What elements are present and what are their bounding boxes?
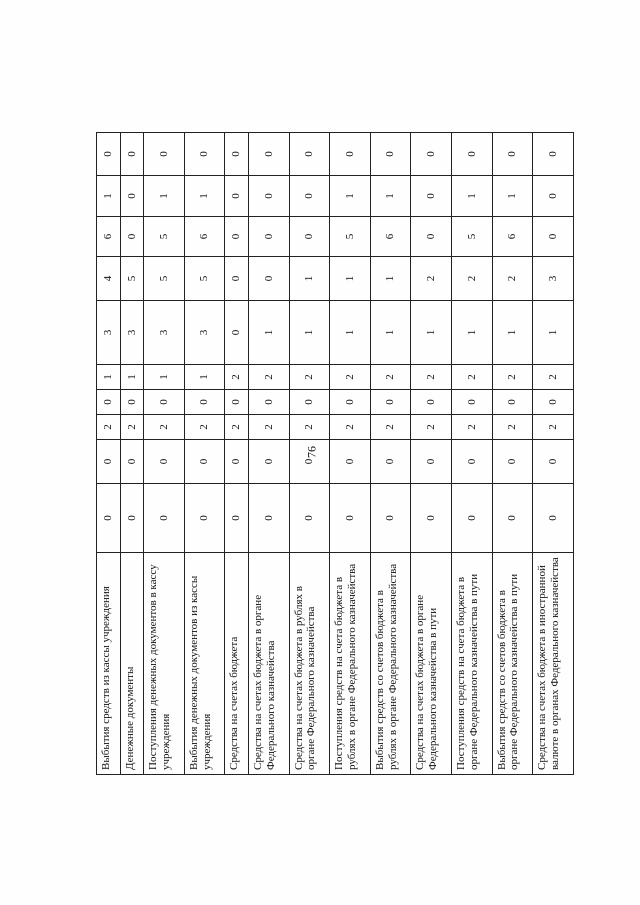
code-digit-cell: 5 [184,257,225,301]
account-name-cell: Выбытия средств со счетов бюджета в рублях в органе Федерального казначейства [370,553,411,775]
code-digit-cell: 2 [289,365,330,390]
code-digit-cell: 5 [120,257,144,301]
code-digit-cell: 0 [120,176,144,217]
page-number: 76 [304,446,319,458]
code-digit-cell: 0 [249,440,290,484]
code-digit-cell: 0 [97,440,121,484]
code-digit-cell: 5 [144,217,185,257]
code-digit-cell: 2 [452,257,493,301]
code-digit-cell: 0 [492,390,533,415]
table-row [411,133,452,775]
code-digit-cell: 0 [492,133,533,176]
table-row [97,133,121,775]
code-digit-cell: 2 [492,365,533,390]
table-row [289,133,330,775]
code-digit-cell: 1 [411,301,452,365]
account-name-cell: Денежные документы [120,553,144,775]
code-digit-cell: 3 [97,301,121,365]
code-digit-cell: 0 [330,390,371,415]
code-digit-cell: 0 [225,440,249,484]
code-digit-cell: 2 [370,365,411,390]
account-name-cell: Поступления средств на счета бюджета в органе Федерального казначейства в пути [452,553,493,775]
code-digit-cell: 1 [144,365,185,390]
code-digit-cell: 0 [411,440,452,484]
code-digit-cell: 3 [120,301,144,365]
rotated-table-container [96,133,574,775]
account-name-cell: Средства на счетах бюджета в органе Федерального казначейства [249,553,290,775]
code-digit-cell: 0 [144,133,185,176]
code-digit-cell: 1 [97,365,121,390]
account-codes-table [96,132,574,775]
code-digit-cell: 1 [370,176,411,217]
code-digit-cell: 1 [289,301,330,365]
code-digit-cell: 0 [289,176,330,217]
code-digit-cell: 0 [411,484,452,553]
code-digit-cell: 3 [184,301,225,365]
code-digit-cell: 0 [533,133,574,176]
code-digit-cell: 0 [411,176,452,217]
table-row [120,133,144,775]
code-digit-cell: 0 [492,484,533,553]
code-digit-cell: 0 [249,484,290,553]
code-digit-cell: 1 [249,301,290,365]
code-digit-cell: 0 [289,133,330,176]
table-row [452,133,493,775]
code-digit-cell: 1 [97,176,121,217]
account-name-cell: Средства на счетах бюджета в рублях в органе Федерального казначейства [289,553,330,775]
table-row [492,133,533,775]
account-name-cell: Средства на счетах бюджета в органе Федерального казначейства в пути [411,553,452,775]
code-digit-cell: 6 [370,217,411,257]
code-digit-cell: 0 [120,133,144,176]
code-digit-cell: 0 [533,390,574,415]
code-digit-cell: 0 [330,484,371,553]
code-digit-cell: 0 [452,390,493,415]
code-digit-cell: 2 [411,365,452,390]
code-digit-cell: 0 [184,133,225,176]
code-digit-cell: 0 [249,133,290,176]
code-digit-cell: 0 [120,440,144,484]
code-digit-cell: 2 [249,365,290,390]
code-digit-cell: 1 [370,257,411,301]
code-digit-cell: 1 [144,176,185,217]
code-digit-cell: 2 [289,415,330,440]
code-digit-cell: 2 [225,415,249,440]
code-digit-cell: 2 [452,365,493,390]
code-digit-cell: 0 [225,301,249,365]
account-name-cell: Поступления средств на счета бюджета в рублях в органе Федерального казначейства [330,553,371,775]
code-digit-cell: 2 [492,257,533,301]
table-row [370,133,411,775]
code-digit-cell: 0 [225,217,249,257]
code-digit-cell: 0 [452,133,493,176]
code-digit-cell: 2 [225,365,249,390]
code-digit-cell: 2 [144,415,185,440]
code-digit-cell: 2 [411,257,452,301]
code-digit-cell: 2 [492,415,533,440]
code-digit-cell: 0 [144,390,185,415]
code-digit-cell: 0 [533,484,574,553]
code-digit-cell: 2 [452,415,493,440]
code-digit-cell: 0 [370,440,411,484]
code-digit-cell: 1 [184,176,225,217]
code-digit-cell: 2 [120,415,144,440]
code-digit-cell: 0 [225,390,249,415]
code-digit-cell: 4 [97,257,121,301]
code-digit-cell: 0 [411,133,452,176]
code-digit-cell: 5 [330,217,371,257]
code-digit-cell: 1 [452,301,493,365]
code-digit-cell: 0 [289,217,330,257]
code-digit-cell: 0 [120,484,144,553]
code-digit-cell: 0 [452,440,493,484]
code-digit-cell: 1 [330,301,371,365]
code-digit-cell: 0 [289,484,330,553]
code-digit-cell: 2 [184,415,225,440]
code-digit-cell: 2 [97,415,121,440]
code-digit-cell: 0 [225,257,249,301]
code-digit-cell: 0 [289,440,330,484]
code-digit-cell: 0 [533,440,574,484]
table-row [225,133,249,775]
code-digit-cell: 1 [330,176,371,217]
account-name-cell: Выбытия средств со счетов бюджета в органе Федерального казначейства в пути [492,553,533,775]
code-digit-cell: 1 [289,257,330,301]
code-digit-cell: 1 [330,257,371,301]
code-digit-cell: 0 [120,217,144,257]
code-digit-cell: 2 [533,415,574,440]
code-digit-cell: 1 [120,365,144,390]
account-name-cell: Средства на счетах бюджета [225,553,249,775]
code-digit-cell: 1 [184,365,225,390]
code-digit-cell: 3 [533,257,574,301]
code-digit-cell: 1 [370,301,411,365]
code-digit-cell: 1 [492,176,533,217]
code-digit-cell: 2 [249,415,290,440]
code-digit-cell: 0 [330,133,371,176]
code-digit-cell: 5 [144,257,185,301]
code-digit-cell: 0 [411,390,452,415]
code-digit-cell: 0 [225,133,249,176]
table-row [330,133,371,775]
code-digit-cell: 6 [184,217,225,257]
account-name-cell: Выбытия средств из кассы учреждения [97,553,121,775]
code-digit-cell: 0 [97,484,121,553]
code-digit-cell: 0 [225,176,249,217]
code-digit-cell: 0 [249,176,290,217]
code-digit-cell: 6 [492,217,533,257]
code-digit-cell: 0 [249,217,290,257]
code-digit-cell: 0 [370,484,411,553]
code-digit-cell: 1 [492,301,533,365]
code-digit-cell: 0 [184,390,225,415]
account-name-cell: Средства на счетах бюджета в иностранной валюте в органах Федерального казначейства [533,553,574,775]
code-digit-cell: 0 [144,484,185,553]
code-digit-cell: 0 [492,440,533,484]
code-digit-cell: 0 [289,390,330,415]
code-digit-cell: 0 [184,440,225,484]
code-digit-cell: 0 [370,390,411,415]
code-digit-cell: 1 [452,176,493,217]
code-digit-cell: 2 [533,365,574,390]
code-digit-cell: 0 [97,390,121,415]
code-digit-cell: 0 [533,217,574,257]
code-digit-cell: 0 [411,217,452,257]
code-digit-cell: 0 [184,484,225,553]
code-digit-cell: 0 [249,390,290,415]
code-digit-cell: 1 [533,301,574,365]
code-digit-cell: 2 [370,415,411,440]
code-digit-cell: 3 [144,301,185,365]
code-digit-cell: 0 [120,390,144,415]
code-digit-cell: 6 [97,217,121,257]
account-name-cell: Выбытия денежных документов из кассы учреждения [184,553,225,775]
code-digit-cell: 5 [452,217,493,257]
code-digit-cell: 2 [330,415,371,440]
table-row [184,133,225,775]
code-digit-cell: 0 [452,484,493,553]
code-digit-cell: 0 [225,484,249,553]
code-digit-cell: 2 [330,365,371,390]
account-name-cell: Поступления денежных документов в кассу учреждения [144,553,185,775]
code-digit-cell: 0 [97,133,121,176]
code-digit-cell: 0 [330,440,371,484]
code-digit-cell: 0 [249,257,290,301]
code-digit-cell: 2 [411,415,452,440]
table-row [144,133,185,775]
table-row [249,133,290,775]
code-digit-cell: 0 [370,133,411,176]
table-row [533,133,574,775]
code-digit-cell: 0 [144,440,185,484]
code-digit-cell: 0 [533,176,574,217]
